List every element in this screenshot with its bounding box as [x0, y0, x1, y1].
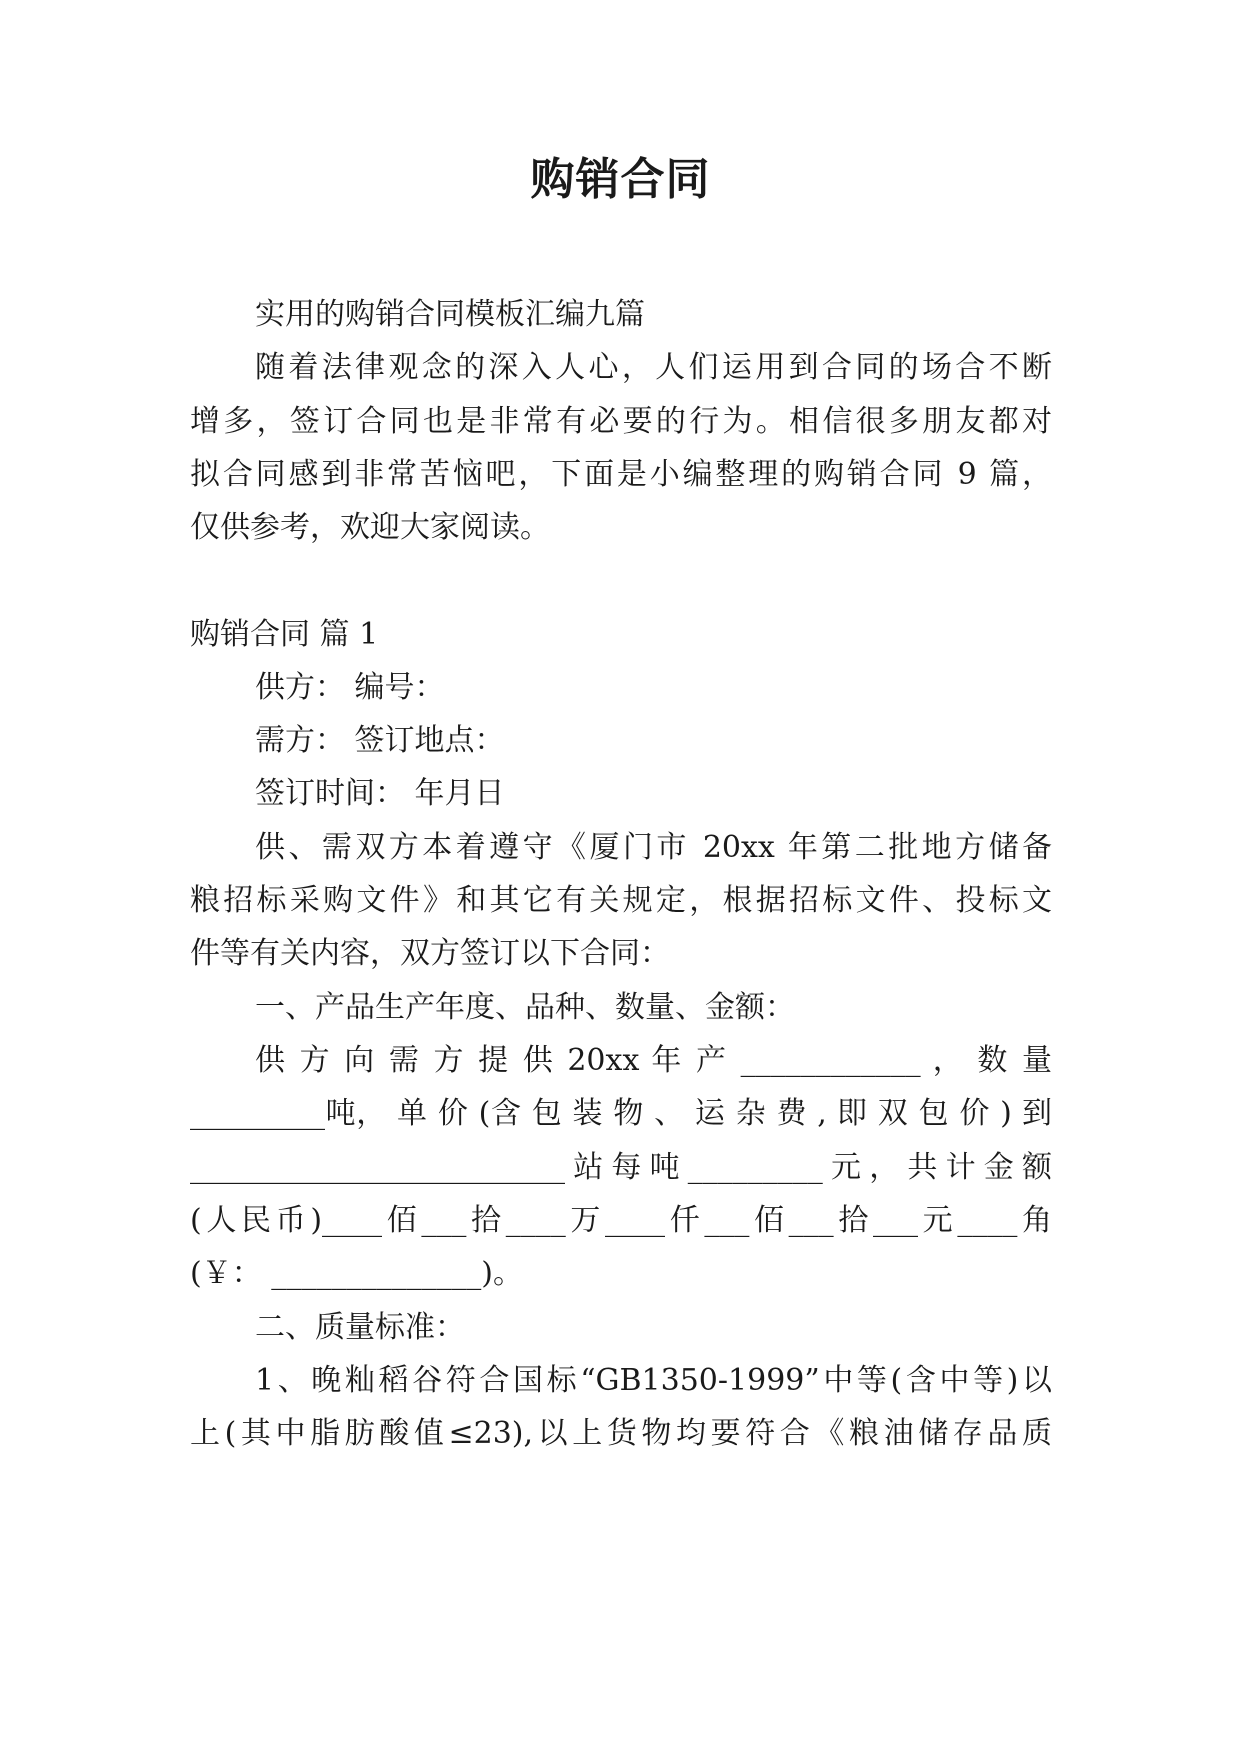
supplier-line: 供方： 编号：: [255, 670, 445, 705]
clause-1-line-5: (￥： ______________)。: [190, 1256, 523, 1291]
subtitle-line: 实用的购销合同模板汇编九篇: [255, 297, 645, 332]
clause-1-heading: 一、产品生产年度、品种、数量、金额：: [255, 990, 795, 1025]
intro-line-3: 拟合同感到非常苦恼吧，下面是小编整理的购销合同 9 篇，: [190, 457, 1052, 492]
clause-1-line-1: 供 方 向 需 方 提 供 20xx 年 产 ____________ ， 数 量: [255, 1043, 1052, 1078]
buyer-line: 需方： 签订地点：: [255, 723, 505, 758]
clause-1-line-2: _________吨， 单 价 (含 包 装 物 、 运 杂 费 , 即 双 包 价 ) 到: [190, 1096, 1052, 1131]
clause-2-line-2: 上(其中脂肪酸值≤23),以上货物均要符合《粮油储存品质: [190, 1416, 1052, 1451]
intro-line-2: 增多，签订合同也是非常有必要的行为。相信很多朋友都对: [190, 404, 1052, 439]
intro-line-4: 仅供参考，欢迎大家阅读。: [190, 510, 550, 545]
clause-1-line-3: _________________________站每吨_________元，共计金额: [190, 1150, 1052, 1185]
sign-date-line: 签订时间： 年月日: [255, 776, 505, 811]
clause-2-heading: 二、质量标准：: [255, 1310, 465, 1345]
clause-2-line-1: 1、晚籼稻谷符合国标“GB1350-1999”中等(含中等)以: [255, 1363, 1052, 1398]
section-heading: 购销合同 篇 1: [190, 617, 379, 652]
body-line-1: 供、需双方本着遵守《厦门市 20xx 年第二批地方储备: [255, 830, 1052, 865]
clause-1-line-4: (人民币)____佰___拾____万____仟___佰___拾___元____角: [190, 1203, 1052, 1238]
body-line-2: 粮招标采购文件》和其它有关规定，根据招标文件、投标文: [190, 883, 1052, 918]
document-title: 购销合同: [530, 154, 711, 205]
body-line-3: 件等有关内容，双方签订以下合同：: [190, 936, 670, 971]
intro-line-1: 随着法律观念的深入人心，人们运用到合同的场合不断: [255, 350, 1052, 385]
